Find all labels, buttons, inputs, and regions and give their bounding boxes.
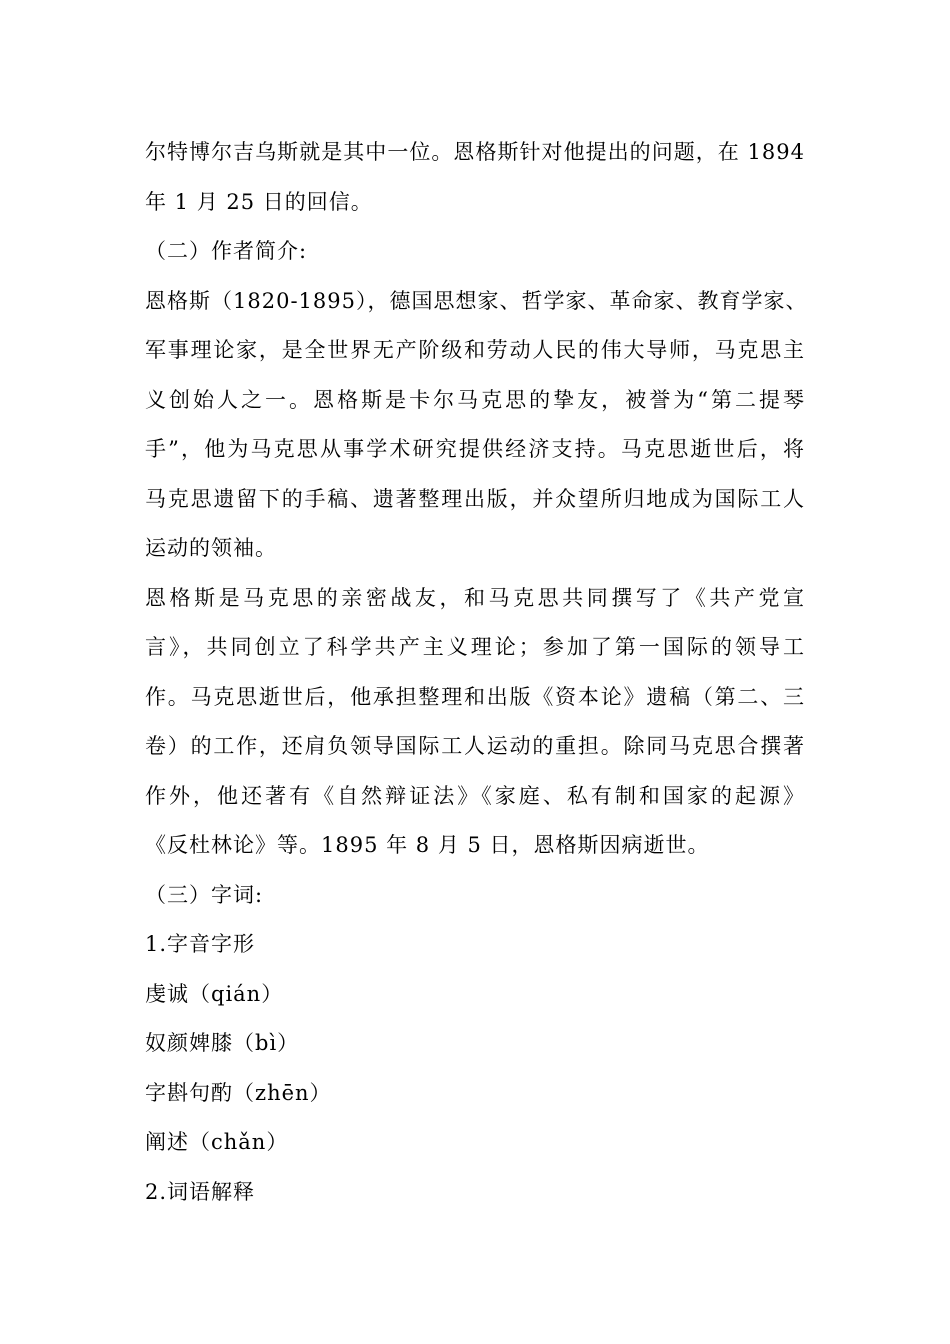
text-line: 作。马克思逝世后，他承担整理和出版《资本论》遗稿（第二、三	[145, 684, 805, 709]
text-line: 年 1 月 25 日的回信。	[145, 189, 373, 214]
subheading-pronunciation: 1.字音字形	[145, 932, 256, 956]
intro-paragraph	[145, 128, 805, 227]
section-heading-vocabulary: （三）字词:	[145, 882, 264, 907]
text-line: 言》，共同创立了科学共产主义理论；参加了第一国际的领导工	[145, 635, 805, 659]
text-line: 尔特博尔吉乌斯就是其中一位。恩格斯针对他提出的问题，在 1894	[145, 140, 805, 164]
section-heading-author: （二）作者简介:	[145, 239, 308, 263]
author-bio-paragraph	[145, 277, 808, 574]
vocab-item: 字斟句酌（zhēn）	[145, 1080, 332, 1105]
subheading-definitions: 2.词语解释	[145, 1179, 256, 1204]
text-line: 卷）的工作，还肩负领导国际工人运动的重担。除同马克思合撰著	[145, 734, 805, 758]
text-line: 恩格斯是马克思的亲密战友，和马克思共同撰写了《共产党宣	[145, 585, 805, 610]
text-line: 义创始人之一。恩格斯是卡尔马克思的挚友，被誉为“第二提琴	[145, 387, 805, 412]
text-line: 作外，他还著有《自然辩证法》《家庭、私有制和国家的起源》	[145, 783, 805, 808]
text-line: 马克思遗留下的手稿、遗著整理出版，并众望所归地成为国际工人	[145, 486, 805, 511]
text-line: 恩格斯（1820-1895），德国思想家、哲学家、革命家、教育学家、	[145, 288, 808, 313]
text-line: 手”，他为马克思从事学术研究提供经济支持。马克思逝世后，将	[145, 437, 805, 461]
text-line: 军事理论家，是全世界无产阶级和劳动人民的伟大导师，马克思主	[145, 338, 805, 362]
text-line: 运动的领袖。	[145, 536, 277, 560]
vocab-item: 奴颜婢膝（bì）	[145, 1031, 300, 1055]
document-body	[145, 128, 808, 1217]
text-line: 《反杜林论》等。1895 年 8 月 5 日，恩格斯因病逝世。	[145, 833, 710, 857]
author-works-paragraph	[145, 574, 805, 871]
vocab-item: 虔诚（qián）	[145, 981, 284, 1006]
vocab-item: 阐述（chǎn）	[145, 1130, 289, 1154]
